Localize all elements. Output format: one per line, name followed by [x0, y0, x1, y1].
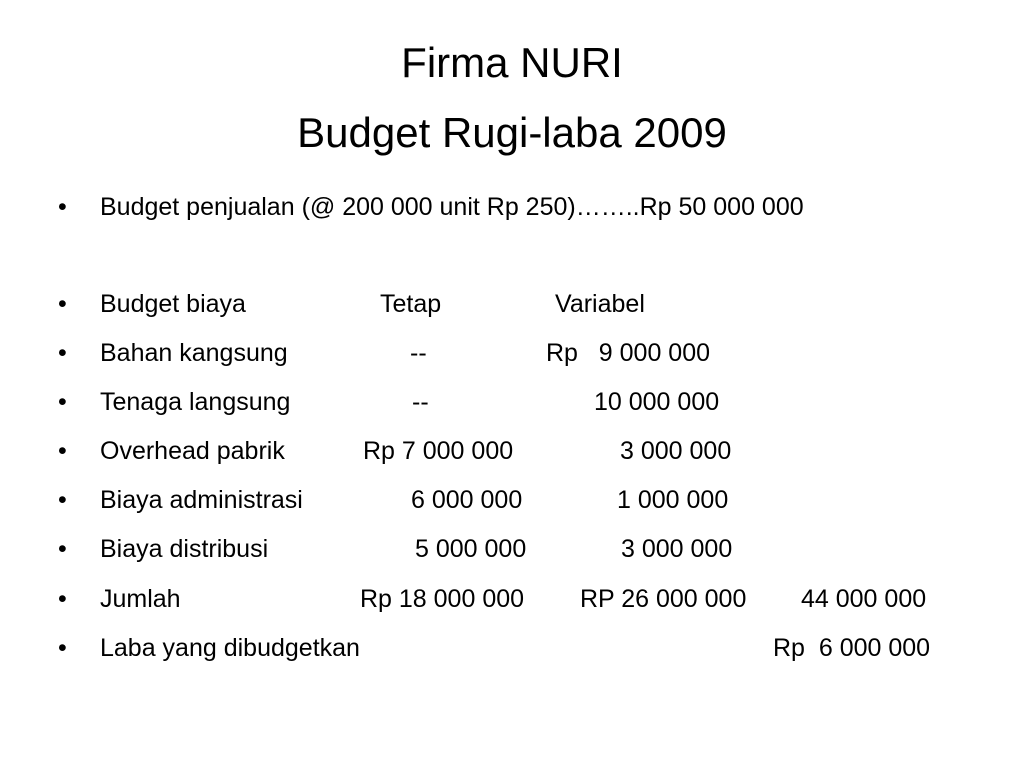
bullet-item-factory-overhead: [58, 434, 988, 468]
bullet-dot: •: [58, 585, 67, 613]
bullet-item-cost-header: [58, 287, 988, 321]
budgeted-profit-value: Rp 6 000 000: [773, 634, 931, 662]
row-label: Biaya distribusi: [100, 535, 269, 563]
row-label: Budget biaya: [100, 290, 246, 318]
bullet-item-sales-budget: [58, 190, 988, 224]
row-label: Laba yang dibudgetkan: [100, 634, 360, 662]
fixed-total: Rp 18 000 000: [360, 585, 525, 613]
column-header-variable: Variabel: [555, 290, 645, 318]
bullet-item-direct-materials: [58, 336, 988, 370]
variable-total: RP 26 000 000: [580, 585, 747, 613]
fixed-value: --: [412, 388, 429, 416]
bullet-item-budgeted-profit: [58, 631, 988, 665]
bullet-item-distribution-costs: [58, 532, 988, 566]
row-label: Overhead pabrik: [100, 437, 285, 465]
fixed-value: --: [410, 339, 427, 367]
bullet-item-total: [58, 582, 988, 616]
bullet-dot: •: [58, 290, 67, 318]
slide-title-line2: Budget Rugi-laba 2009: [297, 109, 727, 156]
bullet-dot: •: [58, 388, 67, 416]
bullet-dot: •: [58, 193, 67, 221]
row-label: Budget penjualan (@ 200 000 unit Rp 250)……..Rp 50 000 000: [100, 193, 804, 221]
variable-value: 3 000 000: [621, 535, 733, 563]
fixed-value: Rp 7 000 000: [363, 437, 514, 465]
bullet-item-admin-costs: [58, 483, 988, 517]
bullet-dot: •: [58, 339, 67, 367]
variable-value: 10 000 000: [594, 388, 720, 416]
fixed-value: 5 000 000: [415, 535, 527, 563]
fixed-value: 6 000 000: [411, 486, 523, 514]
variable-value: 1 000 000: [617, 486, 729, 514]
variable-value: 3 000 000: [620, 437, 732, 465]
grand-total: 44 000 000: [801, 585, 927, 613]
bullet-dot: •: [58, 486, 67, 514]
row-label: Tenaga langsung: [100, 388, 291, 416]
row-label: Jumlah: [100, 585, 181, 613]
row-label: Bahan kangsung: [100, 339, 288, 367]
variable-value: Rp 9 000 000: [546, 339, 711, 367]
column-header-fixed: Tetap: [380, 290, 442, 318]
bullet-dot: •: [58, 634, 67, 662]
slide-title-line1: Firma NURI: [401, 39, 623, 86]
bullet-item-direct-labor: [58, 385, 988, 419]
row-label: Biaya administrasi: [100, 486, 303, 514]
bullet-dot: •: [58, 535, 67, 563]
bullet-dot: •: [58, 437, 67, 465]
